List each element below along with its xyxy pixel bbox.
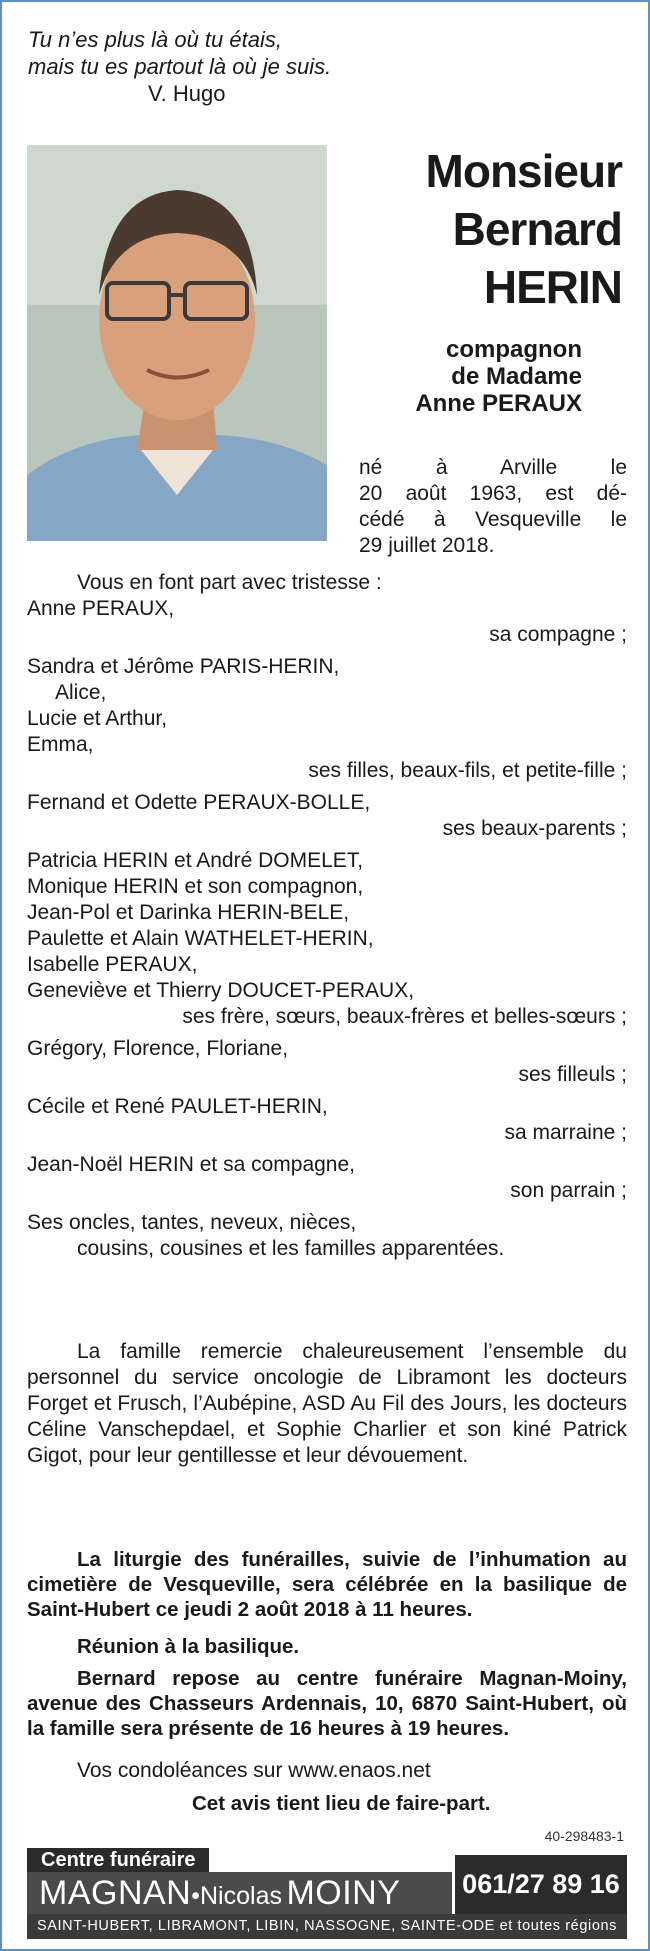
family-gregory: Grégory, Florence, Floriane, <box>27 1037 289 1060</box>
meeting-text: Réunion à la basilique. <box>77 1635 300 1658</box>
companion-line-2: de Madame <box>451 363 582 390</box>
family-paulette: Paulette et Alain WATHELET-HERIN, <box>27 927 374 950</box>
companion-block <box>342 336 582 417</box>
relation-godmother: sa marraine ; <box>504 1121 627 1144</box>
last-name: HERIN <box>483 261 622 313</box>
companion-line-3: Anne PERAUX <box>415 390 582 417</box>
deceased-name <box>342 142 622 316</box>
portrait-photo <box>27 145 327 541</box>
reference-number: 40-298483-1 <box>544 1828 624 1844</box>
condolences-line: Vos condoléances sur www.enaos.net <box>77 1759 431 1782</box>
birth-line-2: 20 août 1963, est dé- <box>359 482 627 505</box>
companion-line-1: compagnon <box>446 336 582 363</box>
funeral-meeting <box>27 1634 627 1659</box>
family-list <box>27 570 627 1262</box>
family-fernand: Fernand et Odette PERAUX-BOLLE, <box>27 791 371 814</box>
name-separator: • <box>191 1882 200 1910</box>
quote-line-1: Tu n’es plus là où tu étais, <box>28 27 282 52</box>
phone-number: 061/27 89 16 <box>455 1855 627 1914</box>
family-patricia: Patricia HERIN et André DOMELET, <box>27 849 364 872</box>
thanks-text: La famille remercie chaleureusement l’ensemble du personnel du service oncologie de Libramont les docteurs Forget et Frusch, l’Aubépine, ASD Au Fil des Jours, les docteurs Céline Vanschepdael, et Sophie Charlier et son kiné Patrick Gigot, pour leur gentillesse et leur dévouement. <box>27 1340 627 1467</box>
relation-companion: sa compagne ; <box>489 623 627 646</box>
first-name: Bernard <box>452 203 622 255</box>
relation-godchildren: ses filleuls ; <box>518 1063 627 1086</box>
birth-line-3: cédé à Vesqueville le <box>359 508 627 531</box>
liturgy-text: La liturgie des funérailles, suivie de l’inhumation au cimetière de Vesqueville, sera célébrée en la basilique de Saint-Hubert ce jeudi 2 août 2018 à 11 heures. <box>27 1548 627 1621</box>
quote-author: V. Hugo <box>148 81 226 106</box>
served-towns: SAINT-HUBERT, LIBRAMONT, LIBIN, NASSOGNE, SAINTE-ODE et toutes régions <box>27 1914 627 1939</box>
birth-line-4: 29 juillet 2018. <box>359 534 495 557</box>
family-lucie: Lucie et Arthur, <box>27 707 168 730</box>
family-uncles: Ses oncles, tantes, neveux, nièces, <box>27 1211 357 1234</box>
family-anne: Anne PERAUX, <box>27 597 175 620</box>
birth-line-1: né à Arville le <box>359 456 627 479</box>
portrait-illustration <box>27 145 327 541</box>
notice-line: Cet avis tient lieu de faire-part. <box>192 1792 491 1815</box>
family-isabelle: Isabelle PERAUX, <box>27 953 198 976</box>
relation-siblings: ses frère, sœurs, beaux-frères et belles-sœurs ; <box>182 1005 627 1028</box>
birth-death-info <box>359 455 627 559</box>
relation-godfather: son parrain ; <box>510 1179 627 1202</box>
family-monique: Monique HERIN et son compagnon, <box>27 875 364 898</box>
family-alice: Alice, <box>55 681 107 704</box>
name-magnan: MAGNAN <box>39 1874 192 1912</box>
civility-title: Monsieur <box>425 145 622 197</box>
rest-text: Bernard repose au centre funéraire Magnan-Moiny, avenue des Chasseurs Ardennais, 10, 6870 Saint-Hubert, où la famille sera présente de 16 heures à 19 heures. <box>27 1667 627 1740</box>
family-emma: Emma, <box>27 733 94 756</box>
family-cousins: cousins, cousines et les familles apparentées. <box>77 1237 505 1260</box>
quote-line-2: mais tu es partout là où je suis. <box>28 54 332 79</box>
funeral-home-name <box>27 1872 452 1914</box>
family-sandra: Sandra et Jérôme PARIS-HERIN, <box>27 655 340 678</box>
family-cecile: Cécile et René PAULET-HERIN, <box>27 1095 328 1118</box>
funeral-liturgy <box>27 1547 627 1622</box>
announce-line: Vous en font part avec tristesse : <box>77 571 382 594</box>
family-jeanpol: Jean-Pol et Darinka HERIN-BELE, <box>27 901 350 924</box>
funeral-rest <box>27 1666 627 1741</box>
funeral-home-banner <box>27 1848 627 1939</box>
name-nicolas: Nicolas <box>200 1882 282 1910</box>
relation-inlaws: ses beaux-parents ; <box>442 817 627 840</box>
family-jeannoel: Jean-Noël HERIN et sa compagne, <box>27 1153 355 1176</box>
funeral-home-label: Centre funéraire <box>27 1848 209 1872</box>
relation-daughters: ses filles, beaux-fils, et petite-fille ; <box>308 759 627 782</box>
thanks-paragraph <box>27 1339 627 1469</box>
family-genevieve: Geneviève et Thierry DOUCET-PERAUX, <box>27 979 415 1002</box>
name-moiny: MOINY <box>286 1874 401 1912</box>
epigraph-quote <box>28 26 468 107</box>
